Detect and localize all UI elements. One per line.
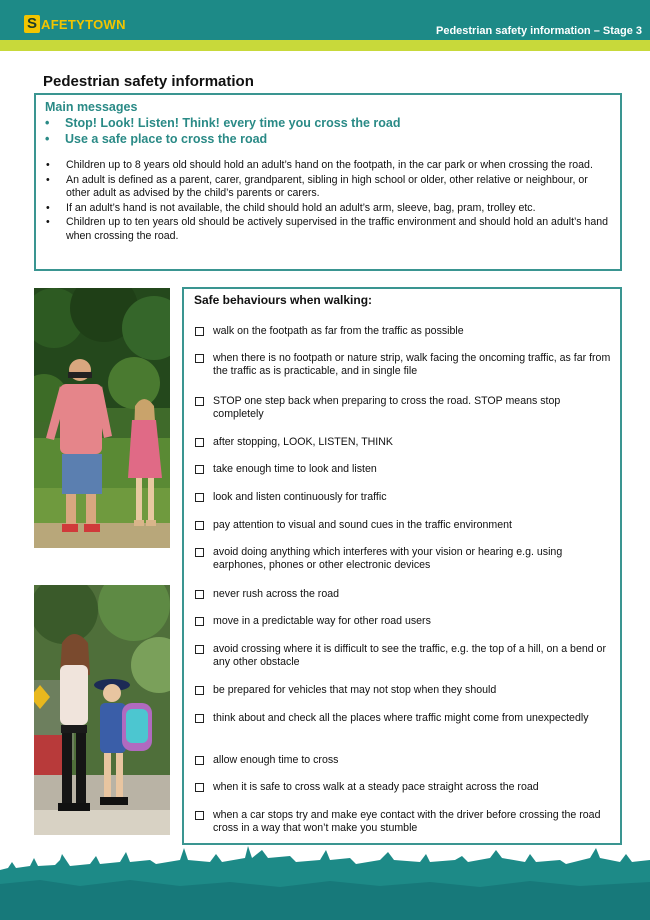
behaviour-text: pay attention to visual and sound cues in the traffic environment xyxy=(213,519,512,531)
checkbox-icon xyxy=(195,493,204,502)
checkbox-icon xyxy=(195,811,204,820)
behaviour-text: STOP one step back when preparing to cross the road. STOP means stop completely xyxy=(213,395,561,420)
behaviour-text: when it is safe to cross walk at a steady pace straight across the road xyxy=(213,781,539,793)
key-messages-list xyxy=(45,115,611,147)
checkbox-icon xyxy=(195,714,204,723)
footer-skyline xyxy=(0,840,650,920)
safetytown-logo xyxy=(24,15,126,33)
behaviour-item xyxy=(194,546,612,572)
checkbox-icon xyxy=(195,548,204,557)
behaviour-item xyxy=(194,781,612,794)
checkbox-icon xyxy=(195,438,204,447)
behaviour-item xyxy=(194,519,612,532)
checkbox-icon xyxy=(195,354,204,363)
message-item: • Children up to ten years old should be actively supervised in the traffic environment and should hold an adult’s hand when crossing the road. xyxy=(45,216,611,243)
behaviour-text: never rush across the road xyxy=(213,588,340,600)
checkbox-icon xyxy=(195,756,204,765)
checkbox-icon xyxy=(195,617,204,626)
behaviour-item xyxy=(194,463,612,476)
checkbox-icon xyxy=(195,686,204,695)
checkbox-icon xyxy=(195,327,204,336)
messages-list xyxy=(45,159,611,243)
photo-mother-child-illustration xyxy=(34,585,170,835)
behaviour-item xyxy=(194,325,612,338)
key-message: • Use a safe place to cross the road xyxy=(45,131,611,147)
behaviour-text: look and listen continuously for traffic xyxy=(213,491,387,503)
photo-father-daughter-illustration xyxy=(34,288,170,548)
photo-father-daughter xyxy=(34,288,170,548)
behaviour-item xyxy=(194,436,612,449)
page-title: Pedestrian safety information xyxy=(43,73,254,90)
checkbox-icon xyxy=(195,645,204,654)
behaviour-item xyxy=(194,491,612,504)
header-title: Pedestrian safety information – Stage 3 xyxy=(435,25,642,37)
behaviour-text: think about and check all the places where traffic might come from unexpectedly xyxy=(213,712,589,724)
logo-text: AFETYTOWN xyxy=(41,16,126,32)
key-message: • Stop! Look! Listen! Think! every time you cross the road xyxy=(45,115,611,131)
checkbox-icon xyxy=(195,783,204,792)
checkbox-icon xyxy=(195,590,204,599)
message-item: • An adult is defined as a parent, carer, grandparent, sibling in high school or older, other relative or neighbour, or other adult as advised by the child’s parents or carers. xyxy=(45,174,611,201)
behaviour-text: when there is no footpath or nature strip, walk facing the oncoming traffic, as far from the traffic as is practicable, and in single file xyxy=(213,352,611,377)
behaviour-item xyxy=(194,643,612,669)
safe-behaviours-box xyxy=(182,287,622,845)
behaviour-text: take enough time to look and listen xyxy=(213,463,377,475)
message-item: • If an adult’s hand is not available, the child should hold an adult’s arm, sleeve, bag, pram, trolley etc. xyxy=(45,202,611,216)
behaviour-text: avoid crossing where it is difficult to see the traffic, e.g. the top of a hill, on a bend or any other obstacle xyxy=(213,643,606,668)
behaviour-item xyxy=(194,809,612,835)
behaviour-text: after stopping, LOOK, LISTEN, THINK xyxy=(213,436,393,448)
behaviour-text: be prepared for vehicles that may not stop when they should xyxy=(213,684,497,696)
skyline-illustration xyxy=(0,840,650,920)
behaviour-item xyxy=(194,615,612,628)
behaviour-text: avoid doing anything which interferes with your vision or hearing e.g. using earphones, phones or other electronic devices xyxy=(213,546,563,571)
behaviour-item xyxy=(194,712,612,725)
behaviour-item xyxy=(194,684,612,697)
behaviour-text: when a car stops try and make eye contact with the driver before crossing the road cross in a way that won’t make you stumble xyxy=(213,809,601,834)
safe-behaviours-heading: Safe behaviours when walking: xyxy=(194,293,373,307)
photo-mother-child xyxy=(34,585,170,835)
logo-letter: S xyxy=(24,15,40,33)
main-messages-heading: Main messages xyxy=(45,100,138,114)
behaviour-item xyxy=(194,395,612,421)
checkbox-icon xyxy=(195,521,204,530)
behaviour-text: allow enough time to cross xyxy=(213,754,339,766)
checkbox-icon xyxy=(195,465,204,474)
behaviour-item xyxy=(194,588,612,601)
behaviour-text: walk on the footpath as far from the traffic as possible xyxy=(213,325,464,337)
message-item: • Children up to 8 years old should hold an adult’s hand on the footpath, in the car park or when crossing the road. xyxy=(45,159,611,173)
checkbox-icon xyxy=(195,397,204,406)
behaviour-item xyxy=(194,352,612,378)
header-stripe xyxy=(0,40,650,51)
main-messages-box xyxy=(34,93,622,271)
behaviour-item xyxy=(194,754,612,767)
behaviour-text: move in a predictable way for other road users xyxy=(213,615,431,627)
page-header xyxy=(0,0,650,52)
